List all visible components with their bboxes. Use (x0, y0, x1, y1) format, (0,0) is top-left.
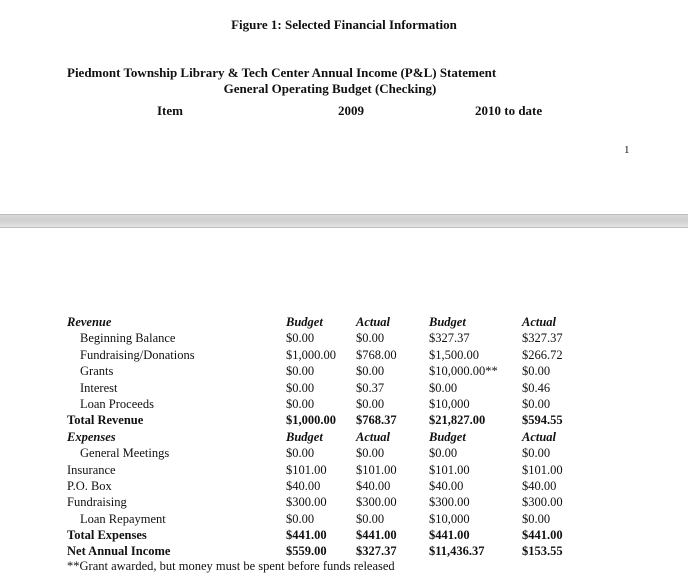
row-label: Net Annual Income (67, 544, 171, 559)
row-label: Loan Repayment (80, 511, 166, 526)
cell-actual-2009: $0.00 (356, 511, 385, 526)
document-page-1 (0, 0, 688, 214)
cell-actual-2010: $0.00 (522, 364, 551, 379)
col-header: Actual (356, 429, 391, 444)
cell-budget-2010: $300.00 (429, 495, 470, 510)
cell-budget-2009: $1,000.00 (286, 413, 336, 428)
statement-subtitle: General Operating Budget (Checking) (223, 81, 437, 96)
row-label: Total Revenue (67, 413, 144, 428)
cell-budget-2009: $1,000.00 (286, 347, 336, 362)
cell-actual-2009: $300.00 (356, 495, 397, 510)
row-label: Beginning Balance (80, 331, 176, 346)
col-header: Actual (522, 315, 557, 329)
cell-actual-2009: $441.00 (356, 528, 397, 543)
row-label: Fundraising (67, 495, 127, 510)
row-label: General Meetings (80, 446, 170, 461)
cell-budget-2010: $0.00 (429, 446, 458, 461)
row-label: Insurance (67, 462, 116, 477)
expenses-section-label: Expenses (67, 429, 116, 444)
cell-actual-2009: $768.00 (356, 347, 397, 362)
cell-budget-2010: $40.00 (429, 478, 464, 493)
cell-budget-2009: $101.00 (286, 462, 327, 477)
cell-budget-2010: $11,436.37 (429, 544, 485, 559)
cell-actual-2010: $0.00 (522, 396, 551, 411)
cell-budget-2010: $1,500.00 (429, 347, 479, 362)
row-label: Loan Proceeds (80, 396, 154, 411)
col-header: Actual (522, 429, 557, 444)
cell-actual-2009: $0.00 (356, 446, 385, 461)
cell-actual-2009: $768.37 (356, 413, 397, 428)
cell-actual-2010: $327.37 (522, 331, 563, 346)
cell-budget-2010: $10,000.00** (429, 364, 498, 379)
col-header: Budget (286, 315, 323, 329)
cell-actual-2010: $594.55 (522, 413, 563, 428)
page-number: 1 (624, 144, 630, 156)
cell-actual-2009: $0.00 (356, 396, 385, 411)
cell-budget-2009: $0.00 (286, 396, 315, 411)
cell-budget-2009: $0.00 (286, 511, 315, 526)
cell-actual-2010: $0.46 (522, 380, 551, 395)
cell-actual-2009: $101.00 (356, 462, 397, 477)
cell-actual-2010: $0.00 (522, 446, 551, 461)
cell-actual-2010: $101.00 (522, 462, 563, 477)
cell-actual-2009: $40.00 (356, 478, 391, 493)
statement-title: Piedmont Township Library & Tech Center Annual Income (P&L) Statement (67, 65, 497, 80)
cell-budget-2010: $21,827.00 (429, 413, 486, 428)
row-label: Fundraising/Donations (80, 347, 195, 362)
col-header: Budget (429, 429, 466, 444)
cell-budget-2009: $0.00 (286, 380, 315, 395)
cell-actual-2009: $0.00 (356, 364, 385, 379)
cell-actual-2009: $0.37 (356, 380, 385, 395)
header-2009: 2009 (338, 103, 364, 118)
cell-budget-2009: $441.00 (286, 528, 327, 543)
cell-actual-2010: $266.72 (522, 347, 563, 362)
cell-budget-2009: $0.00 (286, 446, 315, 461)
cell-budget-2010: $10,000 (429, 396, 470, 411)
col-header: Budget (286, 429, 323, 444)
cell-budget-2009: $40.00 (286, 478, 321, 493)
cell-budget-2010: $441.00 (429, 528, 470, 543)
row-label: Grants (80, 364, 114, 379)
col-header: Actual (356, 315, 391, 329)
cell-actual-2010: $0.00 (522, 511, 551, 526)
row-label: Interest (80, 380, 118, 395)
cell-actual-2010: $300.00 (522, 495, 563, 510)
cell-budget-2010: $327.37 (429, 331, 470, 346)
cell-actual-2009: $327.37 (356, 544, 397, 559)
cell-budget-2009: $0.00 (286, 364, 315, 379)
cell-budget-2009: $0.00 (286, 331, 315, 346)
col-header: Budget (429, 315, 466, 329)
cell-budget-2010: $0.00 (429, 380, 458, 395)
cell-actual-2009: $0.00 (356, 331, 385, 346)
header-2010: 2010 to date (475, 103, 543, 118)
header-item: Item (157, 103, 183, 118)
footnote: **Grant awarded, but money must be spent before funds released (67, 559, 395, 573)
cell-budget-2009: $300.00 (286, 495, 327, 510)
cell-actual-2010: $441.00 (522, 528, 563, 543)
revenue-section-label: Revenue (67, 315, 112, 329)
figure-title: Figure 1: Selected Financial Information (231, 17, 457, 32)
cell-budget-2009: $559.00 (286, 544, 327, 559)
cell-actual-2010: $153.55 (522, 544, 563, 559)
cell-actual-2010: $40.00 (522, 478, 557, 493)
cell-budget-2010: $101.00 (429, 462, 470, 477)
row-label: Total Expenses (67, 528, 147, 543)
row-label: P.O. Box (67, 478, 112, 493)
page-break-divider (0, 214, 688, 228)
cell-budget-2010: $10,000 (429, 511, 470, 526)
